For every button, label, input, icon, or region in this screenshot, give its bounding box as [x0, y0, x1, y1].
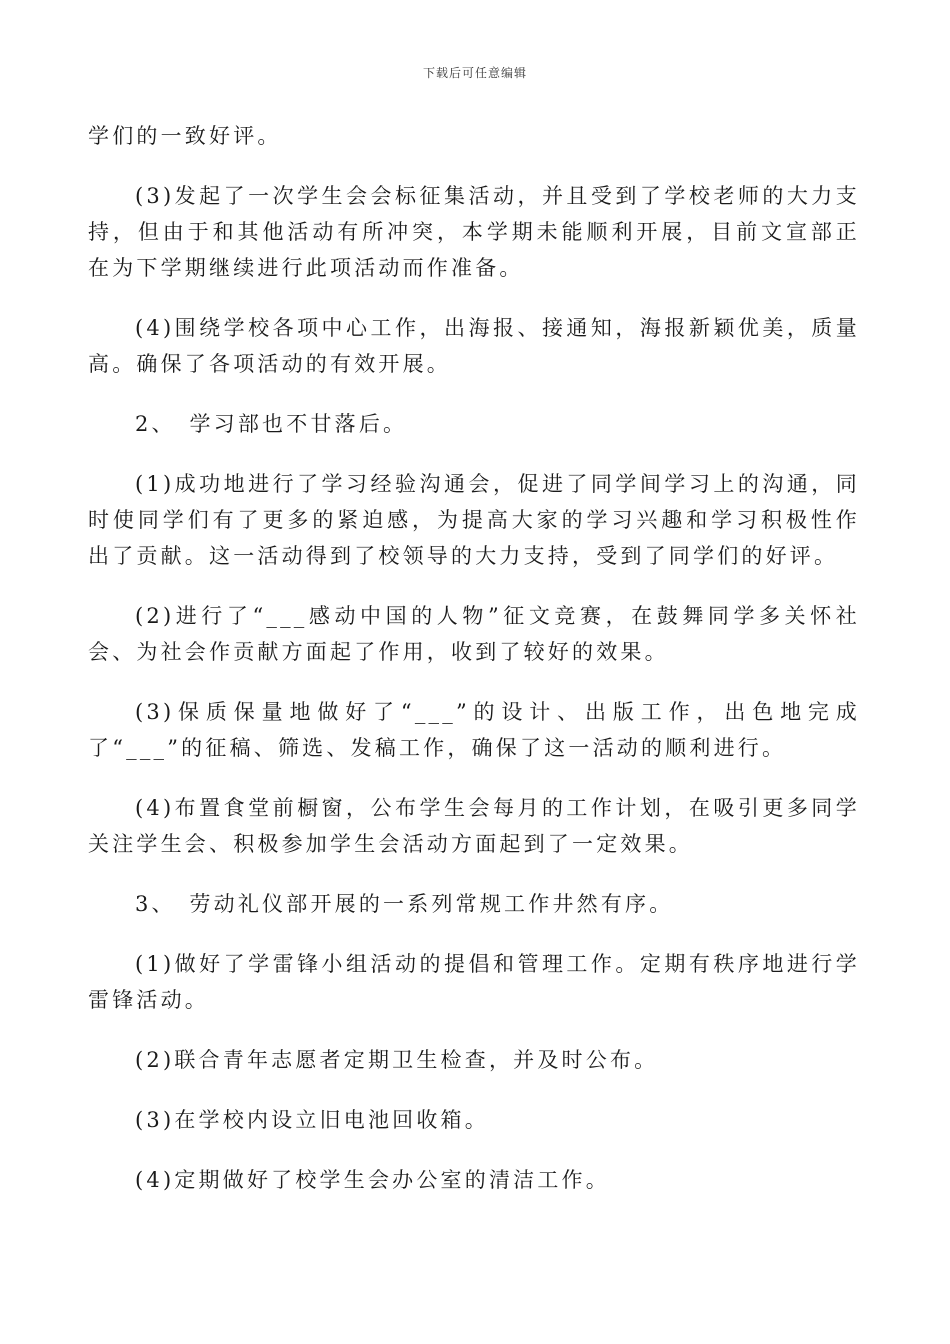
page-header: 下载后可任意编辑	[422, 66, 527, 80]
paragraph-study-item-1: (1)成功地进行了学习经验沟通会，促进了同学间学习上的沟通，同时使同学们有了更多的紧迫感，为提高大家的学习兴趣和学习积极性作出了贡献。这一活动得到了校领导的大力支持，受到了同学们的好评。	[88, 472, 860, 568]
paragraph-item-3: (3)发起了一次学生会会标征集活动，并且受到了学校老师的大力支持，但由于和其他活动有所冲突，本学期未能顺利开展，目前文宣部正在为下学期继续进行此项活动而作准备。	[88, 184, 860, 280]
paragraph-labor-item-1: (1)做好了学雷锋小组活动的提倡和管理工作。定期有秩序地进行学雷锋活动。	[88, 952, 860, 1012]
document-body	[88, 118, 860, 1222]
section-heading-study-dept: 2、 学习部也不甘落后。	[135, 412, 408, 436]
paragraph-labor-item-3: (3)在学校内设立旧电池回收箱。	[135, 1108, 489, 1132]
paragraph-study-item-3: (3)保质保量地做好了“___”的设计、出版工作，出色地完成了“___”的征稿、筛选、发稿工作，确保了这一活动的顺利进行。	[88, 700, 860, 760]
section-heading-labor-dept: 3、 劳动礼仪部开展的一系列常规工作井然有序。	[135, 892, 674, 916]
paragraph-labor-item-2: (2)联合青年志愿者定期卫生检查，并及时公布。	[135, 1048, 659, 1072]
paragraph-study-item-2: (2)进行了“___感动中国的人物”征文竞赛，在鼓舞同学多关怀社会、为社会作贡献方面起了作用，收到了较好的效果。	[88, 604, 860, 664]
paragraph-labor-item-4: (4)定期做好了校学生会办公室的清洁工作。	[135, 1168, 610, 1192]
paragraph-continuation: 学们的一致好评。	[88, 124, 282, 148]
paragraph-study-item-4: (4)布置食堂前橱窗，公布学生会每月的工作计划，在吸引更多同学关注学生会、积极参加学生会活动方面起到了一定效果。	[88, 796, 860, 856]
paragraph-item-4: (4)围绕学校各项中心工作，出海报、接通知，海报新颖优美，质量高。确保了各项活动的有效开展。	[88, 316, 860, 376]
